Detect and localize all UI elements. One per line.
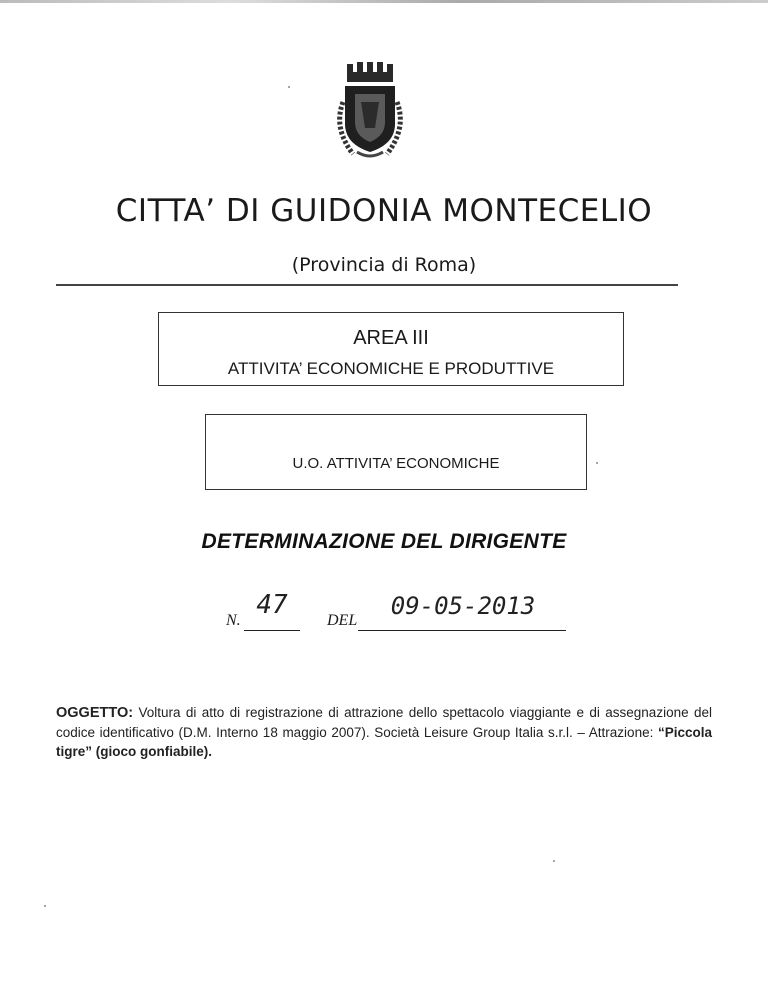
subject-end: . [208,744,213,759]
coat-of-arms-icon [331,62,409,162]
subject-label: OGGETTO: [56,705,134,721]
scan-speck [44,905,46,907]
subject-attraction: “Piccola tigre” (gioco gonfiabile) [56,725,712,759]
unit-box [205,414,587,490]
area-subtitle: ATTIVITA’ ECONOMICHE E PRODUTTIVE [227,359,555,378]
scan-speck [596,462,598,464]
scan-speck [553,860,555,862]
subject-paragraph [56,703,712,761]
subject-text: Voltura di atto di registrazione di attrazione dello spettacolo viaggiante e di assegnazione del codice identificativo (D.M. Interno 18 maggio 2007). Società Leisure Group Italia s.r.l. – Attrazione: [56,705,712,740]
area-title: AREA III [353,327,429,349]
date-value: 09-05-2013 [390,592,536,620]
province-subtitle: (Provincia di Roma) [291,254,477,276]
number-label: N. [226,612,241,629]
scan-speck [288,86,290,88]
determination-title: DETERMINAZIONE DEL DIRIGENTE [201,530,567,553]
date-underline [358,630,566,631]
number-value: 47 [256,590,288,620]
area-box [158,312,624,386]
number-underline [244,630,300,631]
city-title: CITTA’ DI GUIDONIA MONTECELIO [115,193,653,229]
scan-top-edge [0,0,768,3]
unit-label: U.O. ATTIVITA’ ECONOMICHE [292,455,500,472]
date-label: DEL [327,612,358,629]
header-divider [56,284,678,286]
determination-number-row [0,590,768,640]
